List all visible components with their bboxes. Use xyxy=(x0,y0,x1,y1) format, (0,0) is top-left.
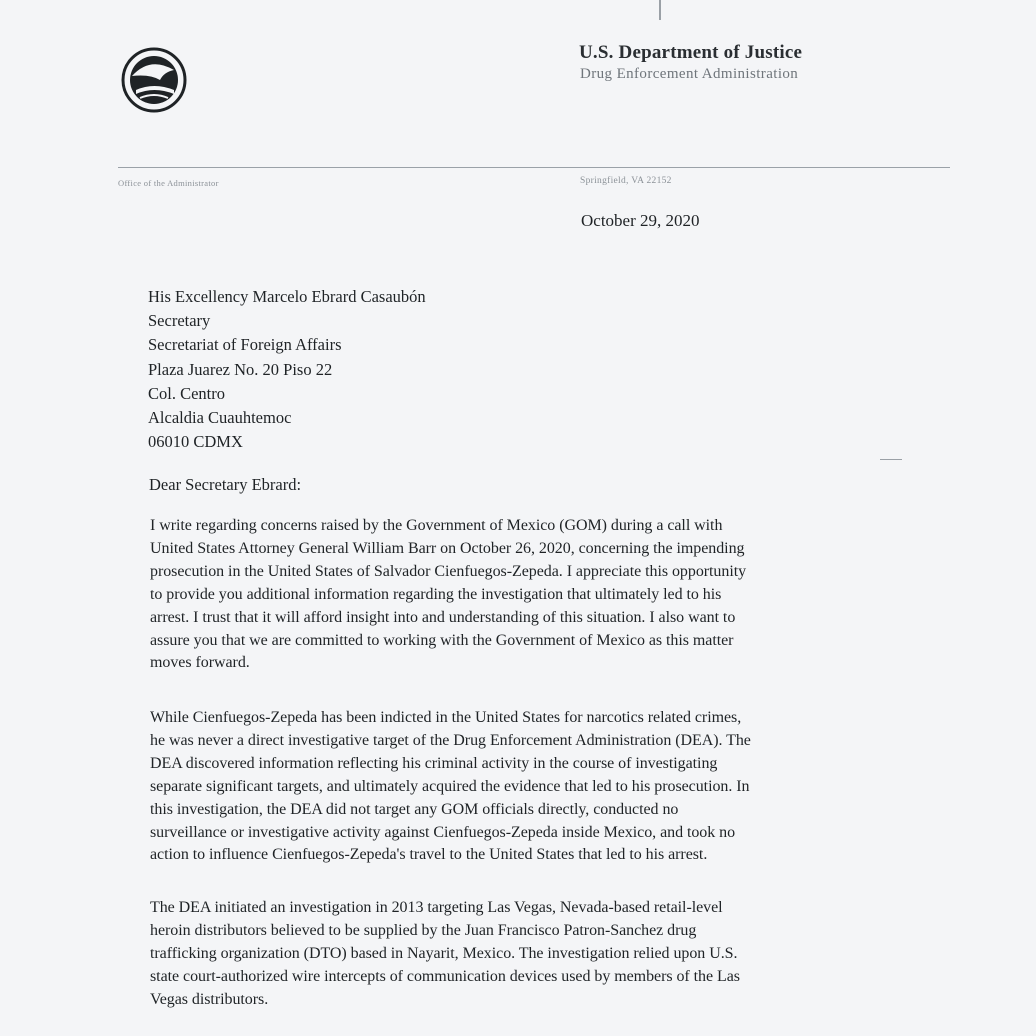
paragraph-line: this investigation, the DEA did not target any GOM officials directly, conducted no xyxy=(150,800,679,818)
body-paragraph xyxy=(150,897,950,1012)
dea-seal-icon xyxy=(120,46,188,114)
paragraph-line: action to influence Cienfuegos-Zepeda's travel to the United States that led to his arrest. xyxy=(150,846,708,864)
body-paragraph xyxy=(150,515,950,675)
header-divider xyxy=(118,167,950,168)
paragraph-line: to provide you additional information regarding the investigation that ultimately led to his xyxy=(150,585,722,603)
paragraph-line: surveillance or investigative activity against Cienfuegos-Zepeda inside Mexico, and took no xyxy=(150,823,736,841)
paragraph-line: DEA discovered information reflecting his criminal activity in the course of investigating xyxy=(150,754,718,772)
address-line: 06010 CDMX xyxy=(148,432,243,452)
body-paragraph xyxy=(150,707,950,867)
paragraph-line: he was never a direct investigative target of the Drug Enforcement Administration (DEA). The xyxy=(150,731,751,749)
recipient-address xyxy=(148,285,426,454)
paragraph-line: assure you that we are committed to working with the Government of Mexico as this matter xyxy=(150,631,734,649)
scan-artifact xyxy=(880,459,902,460)
address-line: His Excellency Marcelo Ebrard Casaubón xyxy=(148,287,426,306)
paragraph-line: The DEA initiated an investigation in 2013 targeting Las Vegas, Nevada-based retail-level xyxy=(150,899,723,916)
salutation: Dear Secretary Ebrard: xyxy=(149,475,302,494)
paragraph-line: While Cienfuegos-Zepeda has been indicted in the United States for narcotics related crimes, xyxy=(150,709,742,726)
address-line: Secretariat of Foreign Affairs xyxy=(148,335,342,355)
paragraph-line: separate significant targets, and ultimately acquired the evidence that led to his prosecution. In xyxy=(150,777,750,795)
address-line: Secretary xyxy=(148,311,211,331)
address-line: Col. Centro xyxy=(148,383,225,403)
letter-date: October 29, 2020 xyxy=(581,211,700,230)
paragraph-line: arrest. I trust that it will afford insight into and understanding of this situation. I also want to xyxy=(150,608,736,626)
address-line: Plaza Juarez No. 20 Piso 22 xyxy=(148,359,333,379)
paragraph-line: I write regarding concerns raised by the Government of Mexico (GOM) during a call with xyxy=(150,517,723,534)
paragraph-line: state court-authorized wire intercepts of communication devices used by members of the Las xyxy=(150,967,740,985)
paragraph-line: heroin distributors believed to be supplied by the Juan Francisco Patron-Sanchez drug xyxy=(150,921,697,939)
paragraph-line: prosecution in the United States of Salvador Cienfuegos-Zepeda. I appreciate this opportunity xyxy=(150,562,747,580)
paragraph-line: trafficking organization (DTO) based in Nayarit, Mexico. The investigation relied upon U.S. xyxy=(150,944,738,962)
city-line: Springfield, VA 22152 xyxy=(580,176,672,186)
paragraph-line: moves forward. xyxy=(150,654,250,672)
agency-subtitle: Drug Enforcement Administration xyxy=(580,66,799,82)
agency-title: U.S. Department of Justice xyxy=(579,42,803,63)
paragraph-line: United States Attorney General William Barr on October 26, 2020, concerning the impending xyxy=(150,539,745,557)
office-line: Office of the Administrator xyxy=(118,178,219,188)
paragraph-line: Vegas distributors. xyxy=(150,990,269,1008)
address-line: Alcaldia Cuauhtemoc xyxy=(148,408,292,428)
scan-artifact xyxy=(659,0,661,20)
